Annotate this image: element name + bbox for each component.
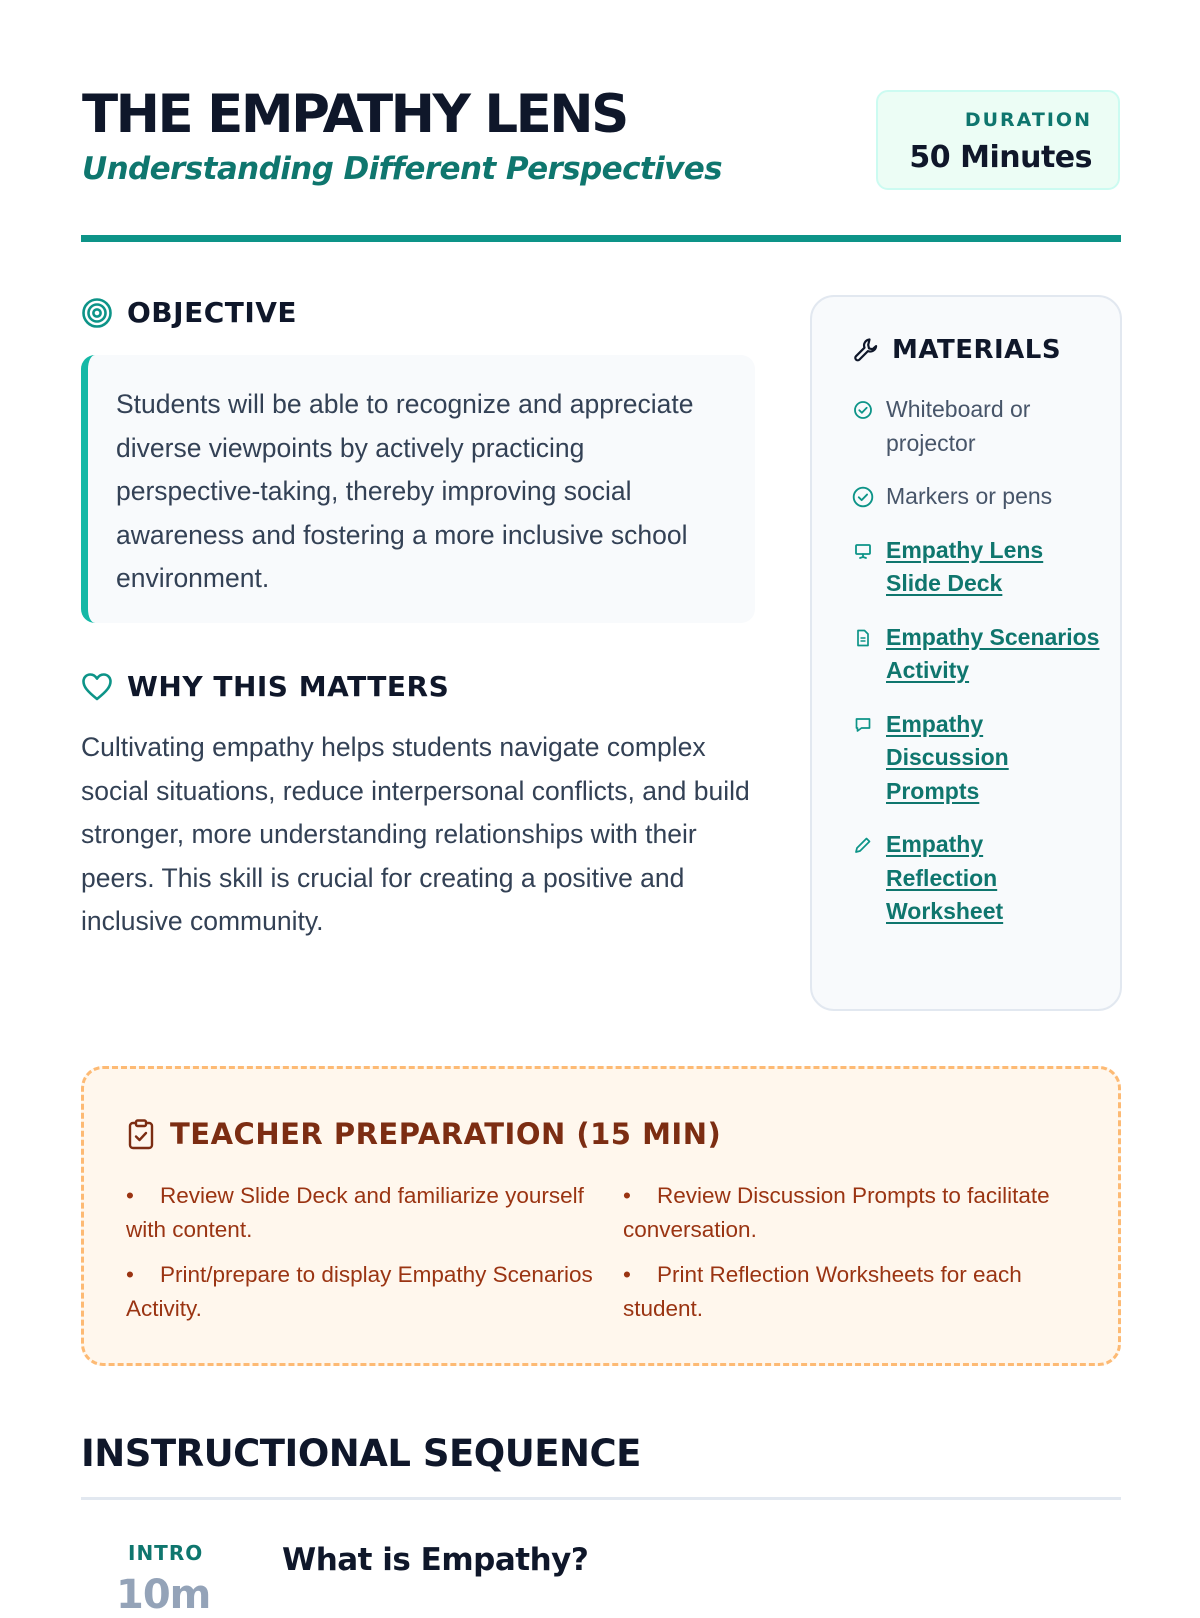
pencil-icon [852,828,874,855]
step-title: What is Empathy? [282,1542,589,1578]
check-circle-icon [852,393,874,420]
duration-value: 50 Minutes [909,140,1092,175]
header [82,84,1120,194]
prep-item: • Print Reflection Worksheets for each student. [623,1262,1022,1321]
prep-item-text: Print Reflection Worksheets for each student. [623,1262,1022,1321]
step-tag: INTRO [128,1541,204,1565]
chat-icon [852,708,874,735]
objective-text: Students will be able to recognize and appreciate diverse viewpoints by actively practicing perspective-taking, thereby improving social awareness and fostering a more inclusive school environment. [81,355,755,623]
duration-label: DURATION [964,109,1092,131]
teacher-preparation-box [81,1066,1121,1366]
prep-item: • Review Slide Deck and familiarize yourself with content. [126,1183,584,1242]
materials-item [852,534,1100,601]
materials-item [852,480,1100,514]
prep-list [126,1179,1078,1325]
prep-heading-row [126,1117,1078,1151]
materials-item [852,621,1100,688]
duration-badge [876,90,1120,190]
page-subtitle: Understanding Different Perspectives [82,151,722,187]
discussion-prompts-link[interactable]: Empathy Discussion Prompts [886,710,1009,804]
wrench-icon [852,336,880,364]
document-icon [852,621,874,648]
check-circle-icon [852,480,874,510]
step-duration: 10m [116,1572,211,1618]
prep-item-text: Review Slide Deck and familiarize yourself with content. [126,1183,584,1242]
clipboard-check-icon [126,1118,156,1150]
materials-heading-row [852,335,1100,365]
materials-list [852,393,1100,929]
reflection-worksheet-link[interactable]: Empathy Reflection Worksheet [886,831,1004,924]
materials-heading: MATERIALS [892,335,1062,365]
prep-item: • Review Discussion Prompts to facilitate conversation. [623,1183,1050,1242]
prep-item-text: Review Discussion Prompts to facilitate conversation. [623,1183,1050,1242]
materials-item [852,393,1100,460]
objective-heading-row [81,296,297,329]
sequence-divider [81,1497,1121,1500]
slide-deck-link[interactable]: Empathy Lens Slide Deck [886,536,1044,596]
target-icon [81,297,113,329]
prep-heading: TEACHER PREPARATION (15 MIN) [170,1117,722,1151]
presentation-icon [852,534,874,561]
scenarios-activity-link[interactable]: Empathy Scenarios Activity [886,623,1100,683]
page-title: THE EMPATHY LENS [82,84,627,145]
materials-item [852,708,1100,809]
why-heading: WHY THIS MATTERS [127,670,450,703]
prep-item: • Print/prepare to display Empathy Scenarios Activity. [126,1262,593,1321]
why-heading-row [81,670,449,703]
objective-heading: OBJECTIVE [127,296,298,329]
heart-icon [81,671,113,703]
why-text: Cultivating empathy helps students navigate complex social situations, reduce interpersonal conflicts, and build stronger, more understanding relationships with their peers. This skill is crucial for creating a positive and inclusive community. [81,732,750,936]
sequence-heading: INSTRUCTIONAL SEQUENCE [81,1432,641,1475]
header-divider [81,235,1121,242]
prep-item-text: Print/prepare to display Empathy Scenarios Activity. [126,1262,593,1321]
materials-item [852,828,1100,929]
materials-item-label: Markers or pens [886,483,1053,509]
materials-item-label: Whiteboard or projector [886,396,1031,456]
materials-panel [810,295,1122,1011]
